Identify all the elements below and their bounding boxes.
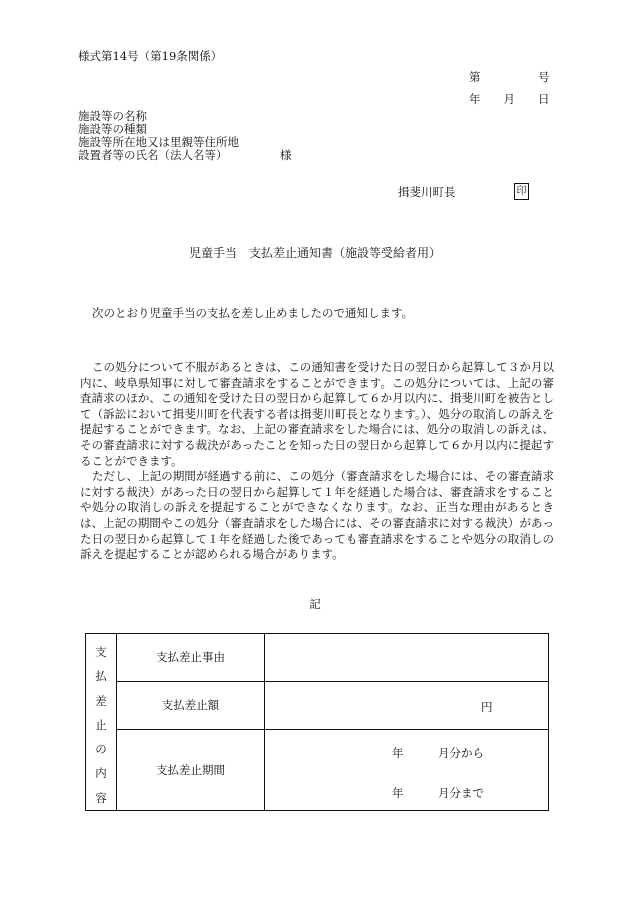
issuer-title: 揖斐川町長 [398,185,456,199]
amount-label: 支払差止額 [117,682,265,729]
reason-label: 支払差止事由 [117,634,265,681]
vertical-header-char: 内 [95,766,107,781]
period-from-year: 年 [392,746,404,760]
period-to-year: 年 [392,786,404,800]
vertical-header [86,634,117,810]
facility-name-label: 施設等の名称 [78,109,147,123]
facility-type-label: 施設等の種類 [78,122,147,136]
document-number-line: 第 号 [469,70,550,84]
document-title: 児童手当 支払差止通知書（施設等受給者用） [188,246,441,260]
amount-unit: 円 [481,700,493,714]
vertical-header-char: の [95,742,107,757]
suspension-details-table [85,633,549,811]
vertical-header-char: 容 [95,790,107,805]
form-number: 様式第14号（第19条関係） [78,49,223,63]
seal-mark: 印 [514,183,529,200]
appeal-instructions [80,360,554,563]
owner-name-label: 設置者等の氏名（法人名等） [78,148,228,162]
document-date-line: 年 月 日 [469,92,550,106]
facility-location-label: 施設等所在地又は里親等住所地 [78,135,239,149]
ki-label: 記 [309,597,321,611]
vertical-header-char: 払 [95,669,107,684]
vertical-header-char: 支 [95,645,107,659]
period-label: 支払差止期間 [117,730,265,810]
period-from-month: 月分から [438,746,484,760]
vertical-header-char: 差 [95,693,107,708]
vertical-header-char: 止 [95,717,107,732]
honorific: 様 [280,148,292,162]
period-to-month: 月分まで [438,786,484,800]
notice-text: 次のとおり児童手当の支払を差し止めましたので通知します。 [92,306,414,320]
appeal-paragraph-1: この処分について不服があるときは、この通知書を受けた日の翌日から起算して３か月以内に、岐阜県知事に対して審査請求をすることができます。この処分については、上記の審査請求のほか、この通知を受けた日の翌日から起算して６か月以内に、揖斐川町を被告として（訴訟において揖斐川町を代表する者は揖斐川町長となります。）、処分の取消しの訴えを提起することができます。なお、上記の審査請求をした場合には、処分の取消しの訴えは、その審査請求に対する裁決があったことを知った日の翌日から起算して６か月以内に提起することができます。 [80,360,555,468]
appeal-paragraph-2: ただし、上記の期間が経過する前に、この処分（審査請求をした場合には、その審査請求に対する裁決）があった日の翌日から起算して１年を経過した場合は、審査請求をすることや処分の取消しの訴えを提起することができなくなります。なお、正当な理由があるときは、上記の期間やこの処分（審査請求をした場合には、その審査請求に対する裁決）があった日の翌日から起算して１年を経過した後であっても審査請求をすることや処分の取消しの訴えを提起することが認められる場合があります。 [80,469,555,562]
